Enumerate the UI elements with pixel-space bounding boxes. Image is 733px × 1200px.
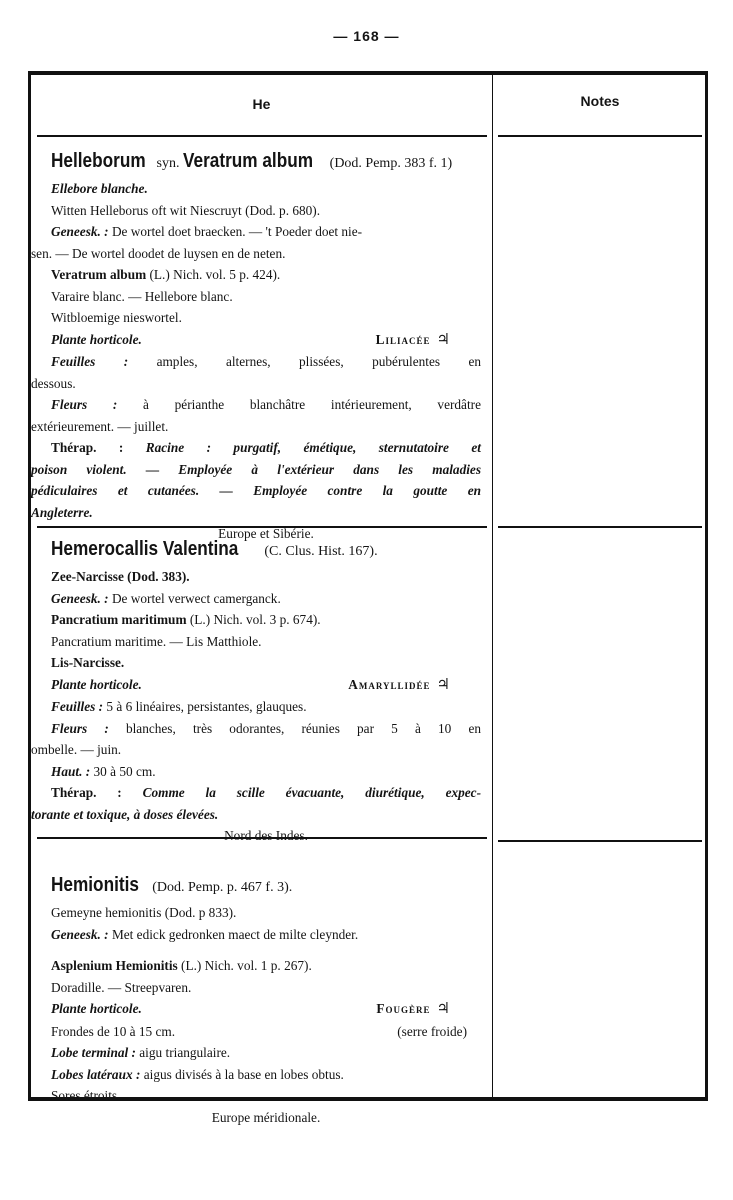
serre-text: (serre froide) [397,1023,467,1039]
entry-title: Hemionitis [51,874,139,896]
geneesk-label: Geneesk. : [51,590,109,606]
lobes-lateraux-text: aigus divisés à la base en lobes obtus. [143,1066,344,1082]
geneesk-text: De wortel verwect camerganck. [111,590,281,606]
fleurs-text: blanches, très odorantes, réunies par 5 à 10 en [125,720,481,736]
entry-rule-notes [498,526,702,528]
entry-rule-main [37,837,487,839]
header-rule-main [37,135,487,137]
therap-text-cont: Angleterre. [31,504,93,520]
therap-text-cont: poison violent. — Employée à l'extérieur dans les maladies [31,461,481,477]
therap-text: Racine : purgatif, émétique, sternutatoire et [145,440,481,455]
perennial-symbol-icon: ♃ [436,1001,451,1017]
fleurs-label: Fleurs : [51,397,118,412]
column-header-main: He [252,96,271,112]
lobes-lateraux-label: Lobes latéraux : [51,1066,141,1082]
common-name-fr: Pancratium maritime. — Lis Matthiole. [51,633,262,649]
common-name-nl: Lis-Narcisse. [51,655,125,670]
plant-type: Plante horticole. [51,1001,142,1016]
family-name: Fougère [376,1001,431,1016]
region: Europe et Sibérie. [218,526,314,541]
french-name: Ellebore blanche. [51,181,148,196]
dutch-old-name: Witten Helleborus oft wit Niescruyt (Dod. p. 680). [51,202,321,218]
column-header-notes: Notes [580,93,620,109]
entry-title-line [51,537,481,564]
fleurs-label: Fleurs : [51,720,109,736]
entry-title-line [51,873,481,900]
haut-text: 30 à 50 cm. [93,763,156,779]
page-number: — 168 — [333,28,400,44]
dutch-old-name: Gemeyne hemionitis (Dod. p 833). [51,905,237,920]
feuilles-label: Feuilles : [51,354,129,369]
therap-text: Comme la scille évacuante, diurétique, expec- [142,785,481,800]
header-rule-notes [498,135,702,137]
lobe-terminal-text: aigu triangulaire. [139,1045,231,1060]
scientific-name: Pancratium maritimum [51,612,187,627]
family-label [376,998,481,1021]
feuilles-text: amples, alternes, plissées, pubérulentes en [156,354,481,369]
sores-text: Sores étroits. [51,1088,121,1103]
entry-helleborum [31,149,481,545]
therap-text-cont: torante et toxique, à doses élevées. [31,806,219,822]
entry-title-synonym: Veratrum album [182,150,313,172]
family-label [376,329,481,352]
column-divider [492,75,493,1097]
perennial-symbol-icon: ♃ [436,676,451,693]
geneesk-label: Geneesk. : [51,926,109,942]
scientific-ref: (L.) Nich. vol. 1 p. 267). [181,958,312,973]
haut-label: Haut. : [51,763,91,779]
plant-type: Plante horticole. [51,676,142,692]
fleurs-text: à périanthe blanchâtre intérieurement, verdâtre [143,397,481,412]
perennial-symbol-icon: ♃ [436,331,451,348]
entry-title: Hemerocallis Valentina [51,538,239,560]
fleurs-text-cont: ombelle. — juin. [31,742,122,757]
feuilles-text: 5 à 6 linéaires, persistantes, glauques. [106,699,307,714]
plant-type: Plante horticole. [51,331,142,347]
therap-label: Thérap. : [51,440,124,455]
entry-rule-main [37,526,487,528]
fleurs-text-cont: extérieurement. — juillet. [31,418,169,434]
scientific-ref: (L.) Nich. vol. 5 p. 424). [149,267,281,282]
entry-reference: (Dod. Pemp. 383 f. 1) [329,156,453,171]
scientific-ref: (L.) Nich. vol. 3 p. 674). [189,612,321,627]
scientific-name: Veratrum album [51,267,147,282]
entry-title-line [51,149,481,176]
dutch-old-name: Zee-Narcisse (Dod. 383). [51,569,190,584]
entry-hemerocallis [31,537,481,847]
region: Europe méridionale. [211,1109,321,1125]
frondes-text: Frondes de 10 à 15 cm. [51,1023,176,1039]
common-name-fr: Doradille. — Streepvaren. [51,979,192,995]
region: Nord des Indes. [224,828,308,843]
geneesk-label: Geneesk. : [51,224,109,239]
lobe-terminal-label: Lobe terminal : [51,1045,136,1060]
common-name-fr: Varaire blanc. — Hellebore blanc. [51,288,233,304]
common-name-nl: Witbloemige nieswortel. [51,310,182,325]
family-name: Amaryllidée [348,676,431,692]
scientific-name: Asplenium Hemionitis [51,958,178,973]
feuilles-text-cont: dessous. [31,375,76,391]
family-label [348,674,481,697]
family-name: Liliacée [375,331,431,347]
therap-text-cont: pédiculaires et cutanées. — Employée contre la goutte en [31,483,481,498]
entry-hemionitis [51,873,481,1128]
entry-rule-notes [498,840,702,842]
entry-reference: (C. Clus. Hist. 167). [264,544,378,559]
entry-title: Helleborum [51,150,146,172]
geneesk-text: Met edick gedronken maect de milte cleynder. [111,926,359,942]
geneesk-text-cont: sen. — De wortel doodet de luysen en de neten. [31,245,286,261]
herbarium-table [28,71,708,1125]
feuilles-label: Feuilles : [51,699,104,714]
therap-label: Thérap. : [51,785,122,800]
entry-reference: (Dod. Pemp. p. 467 f. 3). [152,880,293,895]
syn-label: syn. [156,156,180,171]
geneesk-text: De wortel doet braecken. — 't Poeder doet nie- [111,224,363,239]
